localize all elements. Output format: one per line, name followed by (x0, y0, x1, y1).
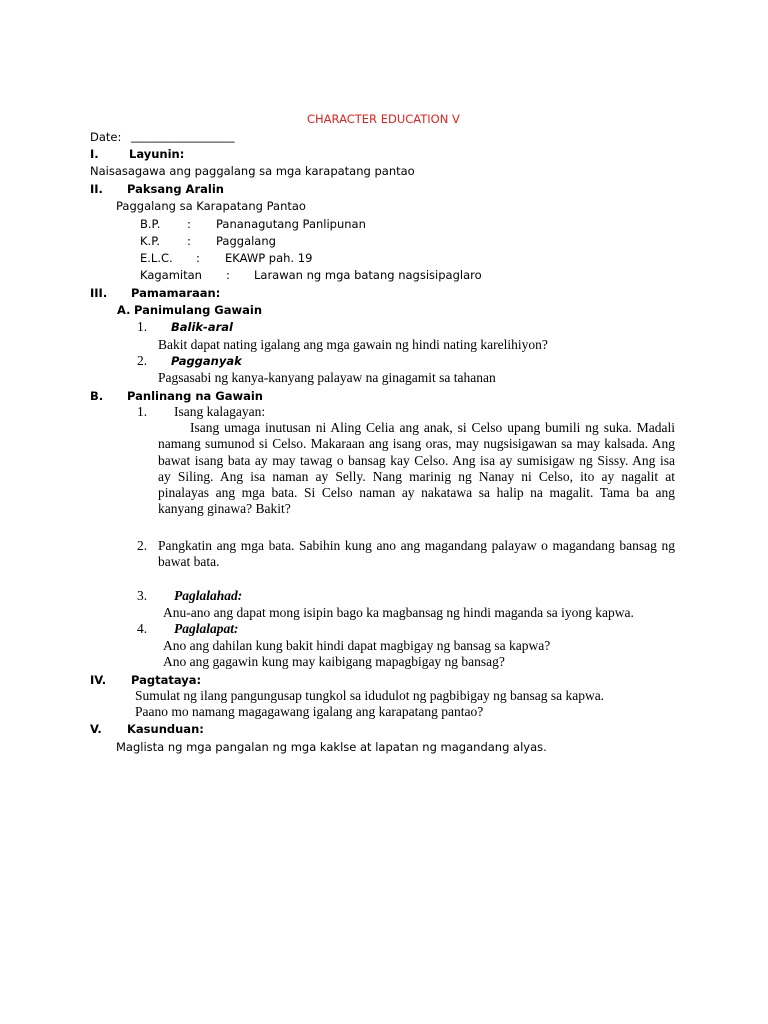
item-a1-heading: Balik-aral (171, 320, 233, 334)
item-b4-text-1: Ano ang dahilan kung bakit hindi dapat magbigay ng bansag sa kapwa? (163, 638, 551, 653)
subsection-b-heading: Panlinang na Gawain (127, 389, 263, 403)
section-4-heading: Pagtataya: (131, 673, 202, 687)
item-b1-number: 1. (137, 404, 148, 419)
item-b3-number: 3. (137, 588, 148, 603)
section-4-text-1: Sumulat ng ilang pangungusap tungkol sa idudulot ng pagbibigay ng bansag sa kapwa. (135, 688, 605, 703)
story-paragraph (158, 420, 675, 518)
section-5-numeral: V. (90, 722, 102, 736)
item-a1-number: 1. (137, 319, 148, 334)
item-a1-text: Bakit dapat nating igalang ang mga gawain ng hindi nating karelihiyon? (158, 337, 548, 352)
item-b2-text-line-2: bawat bata. (158, 554, 220, 569)
item-b2-number: 2. (137, 538, 148, 553)
story-line: ay Siling. Ang isa naman ay Selly. Nang marinig ng Nanay ni Celso, ito ay nagalit at (158, 468, 675, 484)
subsection-a-heading: Panimulang Gawain (134, 303, 263, 317)
section-3-numeral: III. (90, 286, 108, 300)
subject-row-label: K.P. (140, 234, 160, 248)
section-1-objective: Naisasagawa ang paggalang sa mga karapatang pantao (90, 164, 415, 178)
item-b4-number: 4. (137, 621, 148, 636)
subject-row-separator: : (196, 251, 200, 265)
item-b3-heading: Paglalahad: (174, 588, 243, 603)
section-5-text: Maglista ng mga pangalan ng mga kaklse at lapatan ng magandang alyas. (116, 740, 547, 754)
item-b3-text: Anu-ano ang dapat mong isipin bago ka magbansag ng hindi maganda sa iyong kapwa. (163, 605, 634, 620)
subject-row-value: Pananagutang Panlipunan (216, 217, 366, 231)
item-a2-heading: Pagganyak (171, 354, 242, 368)
story-line: bawat isang bata ay may tawag o bansag kay Celso. Ang isa ay sumisigaw ng Sissy. Ang isa (158, 452, 675, 468)
section-2-topic: Paggalang sa Karapatang Pantao (116, 199, 306, 213)
story-line: kanyang ginawa? Bakit? (158, 501, 291, 517)
section-4-numeral: IV. (90, 673, 107, 687)
section-3-heading: Pamamaraan: (131, 286, 221, 300)
subject-row-value: Paggalang (216, 234, 276, 248)
section-4-text-2: Paano mo namang magagawang igalang ang karapatang pantao? (135, 704, 484, 719)
section-1-numeral: I. (90, 147, 99, 161)
story-line: pinalayas ang mga bata. Si Celso naman ay nakatawa sa halip na magalit. Tama ba ang (158, 485, 675, 501)
story-line: namang sumunod si Celso. Makaraan ang isang oras, may nugsisigawan sa may kalsada. Ang (158, 436, 675, 452)
date-label: Date: (90, 130, 122, 144)
subject-row-label: Kagamitan (140, 268, 202, 282)
subject-row-label: E.L.C. (140, 251, 173, 265)
subsection-a-label: A. (117, 303, 131, 317)
item-b4-text-2: Ano ang gagawin kung may kaibigang mapagbigay ng bansag? (163, 654, 505, 669)
subject-row-separator: : (187, 217, 191, 231)
section-5-heading: Kasunduan: (127, 722, 204, 736)
subject-row-value: EKAWP pah. 19 (225, 251, 313, 265)
item-b4-heading: Paglalapat: (174, 621, 239, 636)
section-2-numeral: II. (90, 182, 103, 196)
subject-row-separator: : (226, 268, 230, 282)
subject-row-label: B.P. (140, 217, 161, 231)
item-b1-heading: Isang kalagayan: (174, 404, 266, 419)
item-b2-text-line-1: Pangkatin ang mga bata. Sabihin kung ano ang magandang palayaw o magandang bansag ng (158, 538, 675, 553)
item-a2-text: Pagsasabi ng kanya-kanyang palayaw na ginagamit sa tahanan (158, 370, 496, 385)
item-a2-number: 2. (137, 353, 148, 368)
subject-row-value: Larawan ng mga batang nagsisipaglaro (254, 268, 482, 282)
section-2-heading: Paksang Aralin (127, 182, 224, 196)
section-1-heading: Layunin: (129, 147, 185, 161)
document-title: CHARACTER EDUCATION V (307, 112, 460, 126)
date-blank-line: __________________ (131, 129, 235, 143)
story-line: Isang umaga inutusan ni Aling Celia ang anak, si Celso upang bumili ng suka. Madali (190, 420, 675, 435)
subject-row-separator: : (187, 234, 191, 248)
subsection-b-label: B. (90, 389, 104, 403)
